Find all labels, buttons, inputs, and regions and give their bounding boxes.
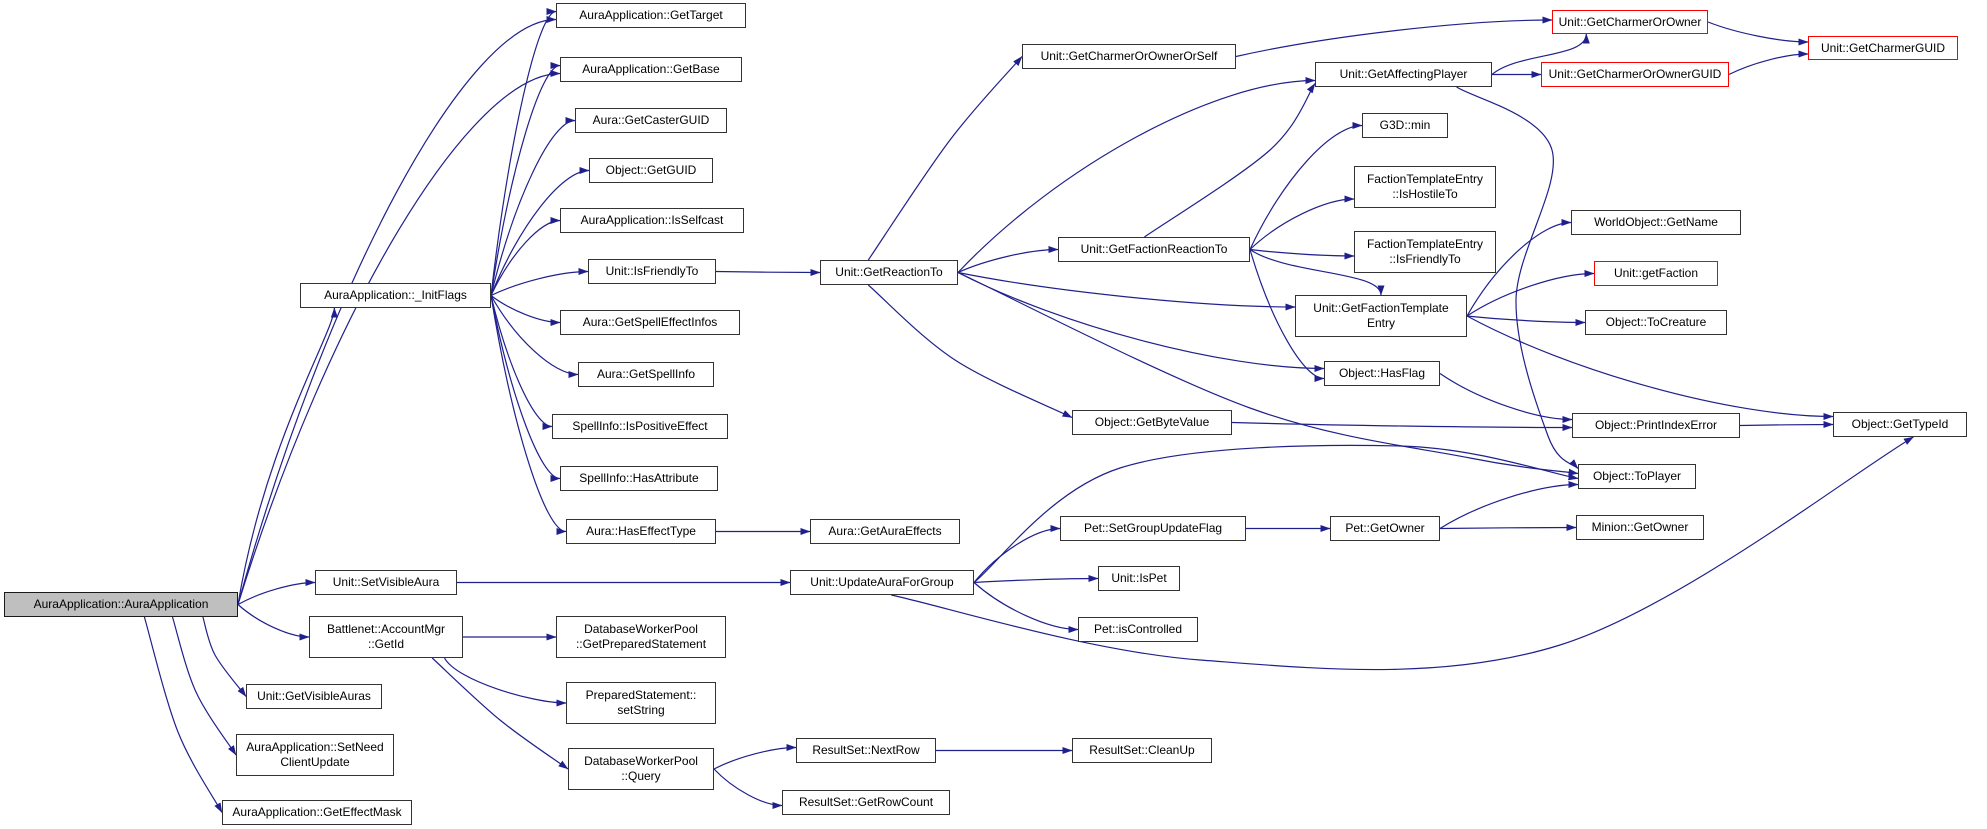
node-set_visible_aura[interactable] bbox=[315, 570, 457, 595]
node-label: ResultSet::GetRowCount bbox=[798, 795, 934, 809]
node-get_visible_auras[interactable] bbox=[246, 684, 382, 709]
node-is_hostile_to[interactable] bbox=[1354, 166, 1496, 208]
node-label: Pet::SetGroupUpdateFlag bbox=[1083, 521, 1223, 535]
edge-get_reaction_to-to-get_byte_value bbox=[868, 285, 1072, 418]
edge-account_getid-to-db_query bbox=[432, 658, 568, 769]
node-update_aura_for_group[interactable] bbox=[790, 570, 974, 595]
edge-faction_reaction_to-to-affecting_player bbox=[1144, 84, 1315, 238]
node-pet_get_owner[interactable] bbox=[1330, 516, 1440, 541]
node-label: WorldObject::GetName bbox=[1594, 215, 1718, 229]
node-label: ::Query bbox=[621, 769, 661, 783]
node-label: Object::HasFlag bbox=[1338, 366, 1426, 380]
node-label: AuraApplication::_InitFlags bbox=[324, 288, 467, 302]
edge-charmer_or_owner-to-charmer_guid bbox=[1708, 22, 1808, 42]
node-is_selfcast[interactable] bbox=[560, 208, 744, 233]
edge-get_reaction_to-to-faction_template_entry bbox=[958, 273, 1295, 308]
node-get_spell_info[interactable] bbox=[578, 362, 714, 387]
edge-get_byte_value-to-print_index_error bbox=[1232, 423, 1572, 428]
edge-db_query-to-next_row bbox=[714, 748, 796, 770]
node-get_reaction_to[interactable] bbox=[820, 260, 958, 285]
node-next_row[interactable] bbox=[796, 738, 936, 763]
node-label: ::IsFriendlyTo bbox=[1389, 252, 1461, 266]
node-label: Object::GetByteValue bbox=[1094, 415, 1210, 429]
edge-charmer_or_owner_or_self-to-charmer_or_owner bbox=[1236, 20, 1552, 57]
node-label: Pet::isControlled bbox=[1093, 622, 1183, 636]
node-print_index_error[interactable] bbox=[1572, 413, 1740, 438]
node-init_flags[interactable] bbox=[300, 283, 491, 308]
node-label: DatabaseWorkerPool bbox=[584, 754, 698, 768]
node-is_pet[interactable] bbox=[1098, 566, 1180, 591]
node-get_aura_effects[interactable] bbox=[810, 519, 960, 544]
node-label: Unit::GetCharmerGUID bbox=[1820, 40, 1946, 55]
node-label: FactionTemplateEntry bbox=[1366, 172, 1484, 186]
edge-aura_app-to-set_need bbox=[172, 617, 236, 755]
node-label: Unit::SetVisibleAura bbox=[332, 575, 440, 589]
edge-init_flags-to-get_spell_info bbox=[491, 296, 578, 375]
node-label: ::GetId bbox=[367, 637, 405, 651]
node-label: SpellInfo::IsPositiveEffect bbox=[572, 419, 708, 433]
edge-update_aura_for_group-to-is_controlled bbox=[974, 583, 1078, 630]
edge-has_flag-to-print_index_error bbox=[1440, 374, 1572, 420]
node-get_caster_guid[interactable] bbox=[575, 108, 727, 133]
node-label: G3D::min bbox=[1379, 118, 1431, 132]
node-label: Aura::GetSpellEffectInfos bbox=[582, 315, 718, 329]
node-label: AuraApplication::SetNeed bbox=[246, 740, 384, 754]
edge-account_getid-to-set_string bbox=[445, 658, 566, 703]
node-label: Object::PrintIndexError bbox=[1594, 418, 1718, 432]
node-label: Battlenet::AccountMgr bbox=[326, 622, 446, 636]
edge-charmer_or_owner_guid-to-charmer_guid bbox=[1729, 54, 1808, 75]
node-get_target[interactable] bbox=[556, 3, 746, 28]
edge-get_reaction_to-to-has_flag bbox=[958, 273, 1324, 369]
node-label: Object::ToPlayer bbox=[1592, 469, 1682, 483]
edge-update_aura_for_group-to-set_group_update_flag bbox=[974, 529, 1060, 583]
node-label: AuraApplication::GetTarget bbox=[579, 8, 723, 22]
node-account_getid[interactable] bbox=[309, 616, 463, 658]
edge-faction_template_entry-to-get_faction bbox=[1467, 274, 1594, 317]
node-is_friendly_to[interactable] bbox=[588, 259, 716, 284]
node-has_effect_type[interactable] bbox=[566, 519, 716, 544]
edge-get_reaction_to-to-charmer_or_owner_or_self bbox=[868, 57, 1022, 261]
node-label: PreparedStatement:: bbox=[585, 688, 697, 702]
edge-pet_get_owner-to-to_player bbox=[1440, 485, 1578, 529]
node-label: AuraApplication::AuraApplication bbox=[33, 597, 209, 611]
node-charmer_or_owner_guid[interactable] bbox=[1541, 62, 1729, 87]
node-has_flag[interactable] bbox=[1324, 361, 1440, 386]
node-label: ResultSet::CleanUp bbox=[1089, 743, 1195, 757]
edge-faction_template_entry-to-to_creature bbox=[1467, 316, 1585, 323]
node-label: Unit::GetFactionTemplate bbox=[1313, 301, 1449, 315]
node-is_positive_effect[interactable] bbox=[552, 414, 728, 439]
edge-faction_reaction_to-to-g3d_min bbox=[1250, 126, 1362, 250]
node-label: Object::ToCreature bbox=[1605, 315, 1707, 329]
edge-aura_app-to-get_visible_auras bbox=[203, 617, 246, 697]
node-affecting_player[interactable] bbox=[1315, 62, 1492, 87]
node-has_attribute[interactable] bbox=[560, 466, 718, 491]
edge-update_aura_for_group-to-to_player bbox=[974, 445, 1578, 582]
node-minion_get_owner[interactable] bbox=[1576, 515, 1704, 540]
node-get_prepared_statement[interactable] bbox=[556, 616, 726, 658]
node-to_player[interactable] bbox=[1578, 464, 1696, 489]
edge-init_flags-to-is_friendly_to bbox=[491, 272, 588, 296]
edge-faction_reaction_to-to-is_hostile_to bbox=[1250, 199, 1354, 250]
edge-update_aura_for_group-to-get_type_id bbox=[891, 437, 1913, 670]
node-label: AuraApplication::GetEffectMask bbox=[232, 805, 402, 819]
node-aura_app bbox=[4, 592, 238, 617]
node-cleanup[interactable] bbox=[1072, 738, 1212, 763]
edge-update_aura_for_group-to-is_pet bbox=[974, 579, 1098, 583]
edge-init_flags-to-is_positive_effect bbox=[491, 296, 552, 427]
edge-print_index_error-to-get_type_id bbox=[1740, 425, 1833, 426]
node-label: Unit::GetFactionReactionTo bbox=[1080, 242, 1228, 256]
node-label: AuraApplication::IsSelfcast bbox=[580, 213, 724, 227]
node-db_query[interactable] bbox=[568, 748, 714, 790]
node-charmer_guid[interactable] bbox=[1808, 36, 1958, 60]
node-label: Unit::GetCharmerOrOwnerOrSelf bbox=[1040, 49, 1218, 63]
node-charmer_or_owner[interactable] bbox=[1552, 10, 1708, 34]
node-label: ClientUpdate bbox=[280, 755, 350, 769]
node-label: Minion::GetOwner bbox=[1591, 520, 1689, 534]
node-get_row_count[interactable] bbox=[782, 790, 950, 815]
edge-aura_app-to-set_visible_aura bbox=[238, 583, 315, 605]
node-label: ResultSet::NextRow bbox=[812, 743, 920, 757]
node-get_spell_effect_infos[interactable] bbox=[560, 310, 740, 335]
node-get_base[interactable] bbox=[560, 57, 742, 82]
node-label: Object::GetTypeId bbox=[1851, 417, 1949, 431]
edge-aura_app-to-get_effect_mask bbox=[144, 617, 222, 813]
edge-init_flags-to-get_target bbox=[491, 12, 556, 296]
node-set_group_update_flag[interactable] bbox=[1060, 516, 1246, 541]
node-label: Unit::GetAffectingPlayer bbox=[1339, 67, 1468, 81]
edge-faction_reaction_to-to-is_friendly_to2 bbox=[1250, 250, 1354, 257]
node-label: Unit::GetVisibleAuras bbox=[257, 689, 371, 703]
node-to_creature[interactable] bbox=[1585, 310, 1727, 335]
node-label: Unit::GetCharmerOrOwnerGUID bbox=[1548, 67, 1722, 81]
node-label: Unit::GetReactionTo bbox=[835, 265, 943, 279]
edge-init_flags-to-get_spell_effect_infos bbox=[491, 296, 560, 323]
node-label: SpellInfo::HasAttribute bbox=[579, 471, 699, 485]
node-label: Unit::IsPet bbox=[1111, 571, 1167, 585]
node-set_need[interactable] bbox=[236, 734, 394, 776]
node-label: ::GetPreparedStatement bbox=[575, 637, 707, 651]
node-get_effect_mask[interactable] bbox=[222, 800, 412, 825]
node-faction_reaction_to[interactable] bbox=[1058, 237, 1250, 262]
node-label: Unit::getFaction bbox=[1613, 266, 1699, 280]
node-charmer_or_owner_or_self[interactable] bbox=[1022, 44, 1236, 69]
edge-aura_app-to-account_getid bbox=[238, 605, 309, 638]
node-get_faction[interactable] bbox=[1594, 261, 1718, 286]
node-label: ::IsHostileTo bbox=[1392, 187, 1458, 201]
node-label: Aura::GetSpellInfo bbox=[596, 367, 696, 381]
node-is_controlled[interactable] bbox=[1078, 617, 1198, 642]
node-set_string[interactable] bbox=[566, 682, 716, 724]
node-get_byte_value[interactable] bbox=[1072, 410, 1232, 435]
node-label: setString bbox=[617, 703, 665, 717]
edge-get_reaction_to-to-faction_reaction_to bbox=[958, 250, 1058, 273]
node-label: Entry bbox=[1366, 316, 1395, 330]
node-label: FactionTemplateEntry bbox=[1366, 237, 1484, 251]
node-label: Aura::GetAuraEffects bbox=[828, 524, 942, 538]
node-label: Aura::HasEffectType bbox=[586, 524, 696, 538]
node-label: DatabaseWorkerPool bbox=[584, 622, 698, 636]
edge-db_query-to-get_row_count bbox=[714, 769, 782, 806]
node-label: AuraApplication::GetBase bbox=[582, 62, 720, 76]
node-label: Unit::UpdateAuraForGroup bbox=[810, 575, 954, 589]
node-label: Pet::GetOwner bbox=[1345, 521, 1425, 535]
edge-aura_app-to-get_target bbox=[238, 20, 556, 605]
edge-is_friendly_to-to-get_reaction_to bbox=[716, 272, 820, 273]
node-is_friendly_to2[interactable] bbox=[1354, 231, 1496, 273]
node-g3d_min[interactable] bbox=[1362, 113, 1448, 138]
node-label: Unit::GetCharmerOrOwner bbox=[1558, 14, 1702, 29]
node-label: Aura::GetCasterGUID bbox=[592, 113, 710, 127]
node-label: Object::GetGUID bbox=[605, 163, 697, 177]
node-faction_template_entry[interactable] bbox=[1295, 295, 1467, 337]
node-get_type_id[interactable] bbox=[1833, 412, 1967, 437]
edge-pet_get_owner-to-minion_get_owner bbox=[1440, 528, 1576, 529]
node-get_guid[interactable] bbox=[589, 158, 713, 183]
node-get_name[interactable] bbox=[1571, 210, 1741, 235]
node-label: Unit::IsFriendlyTo bbox=[605, 264, 699, 278]
